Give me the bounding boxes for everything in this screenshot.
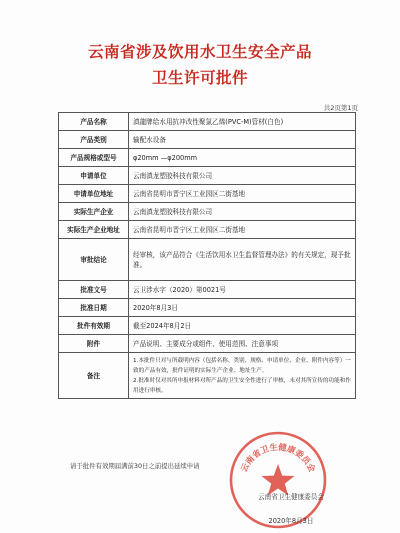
issue-date: 2020年8月3日 [268,517,314,525]
field-label: 附件 [59,335,129,353]
field-value: 云南省昆明市晋宁区工业园区二街基地 [129,221,356,239]
table-row [59,113,356,131]
field-label: 批件有效期 [59,317,129,335]
table-row [59,203,356,221]
field-label: 申请单位地址 [59,185,129,203]
field-value: 经审核，该产品符合《生活饮用水卫生监督管理办法》的有关规定，现予批准。 [129,239,356,281]
field-value: 滇龍牌给水用抗冲改性聚氯乙烯(PVC-M)管材(白色) [129,113,356,131]
table-row [59,353,356,399]
field-value: 云南省昆明市晋宁区工业园区二街基地 [129,185,356,203]
validity-notice: 请于批件有效期届满前30日之前提出延续申请 [70,462,200,470]
issuing-authority: 云南省卫生健康委员会 [258,493,324,501]
table-row [59,149,356,167]
field-value: 产品说明、主要成分或组件、使用范围、注意事项 [129,335,356,353]
license-table [58,112,356,399]
field-label: 申请单位 [59,167,129,185]
remarks-text: 1.本批件只对与所载明内容（包括名称、类别、规格、申请单位、企业、附件内容等）一致的产品有效，批件证明的实际生产企业、地址生产。 2.批准时仅对其所申报材料对所产品的卫生安全性进行了审核，未对其所宣传的功能和作用进行审核。 [129,353,356,399]
seal-text: 云南省卫生健康委员会 [238,441,318,474]
table-row [59,185,356,203]
field-value: 截至2024年8月2日 [129,317,356,335]
field-label: 产品名称 [59,113,129,131]
table-row [59,335,356,353]
field-value: 2020年8月3日 [129,299,356,317]
field-label: 实际生产企业地址 [59,221,129,239]
page-number: 共2页第1页 [323,104,358,112]
table-row [59,299,356,317]
field-value: 云南滇龙塑胶科技有限公司 [129,167,356,185]
document-subtitle: 卫生许可批件 [151,68,248,87]
table-row [59,239,356,281]
field-value: 云南滇龙塑胶科技有限公司 [129,203,356,221]
table-row [59,131,356,149]
document-title: 云南省涉及饮用水卫生安全产品 [87,42,312,61]
table-row [59,167,356,185]
table-row [59,281,356,299]
field-label: 实际生产企业 [59,203,129,221]
field-label: 产品规格或型号 [59,149,129,167]
field-label: 备注 [59,353,129,399]
field-value: φ20mm —φ200mm [129,149,356,167]
table-row [59,317,356,335]
field-value: 输配水设备 [129,131,356,149]
table-row [59,221,356,239]
field-label: 批准日期 [59,299,129,317]
field-value: 云卫涉水字（2020）第0021号 [129,281,356,299]
field-label: 审批结论 [59,239,129,281]
field-label: 产品类别 [59,131,129,149]
field-label: 批准文号 [59,281,129,299]
